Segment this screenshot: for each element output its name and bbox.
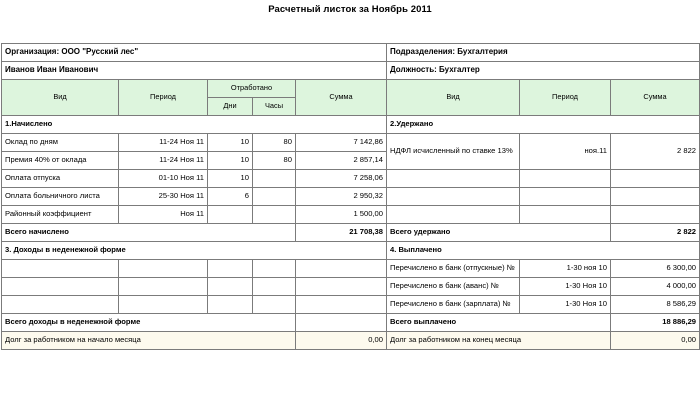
- accrued-total-label: Всего начислено: [2, 224, 296, 242]
- accrued-days: 10: [208, 152, 253, 170]
- withheld-empty-amount: [611, 206, 700, 224]
- accrued-period: 01-10 Ноя 11: [119, 170, 208, 188]
- section-paid-title: 4. Выплачено: [387, 242, 700, 260]
- non-monetary-empty-period: [119, 296, 208, 314]
- paid-amount: 4 000,00: [611, 278, 700, 296]
- paid-amount: 8 586,29: [611, 296, 700, 314]
- accrued-amount: 2 950,32: [296, 188, 387, 206]
- non-monetary-empty-type: [2, 260, 119, 278]
- debt-begin-label: Долг за работником на начало месяца: [2, 332, 296, 350]
- non-monetary-empty-period: [119, 260, 208, 278]
- non-monetary-total-label: Всего доходы в неденежной форме: [2, 314, 296, 332]
- department-label: Подразделения: Бухгалтерия: [387, 44, 700, 62]
- non-monetary-empty-amount: [296, 278, 387, 296]
- page-title: Расчетный листок за Ноябрь 2011: [268, 4, 432, 15]
- col-header-right-period: Период: [520, 80, 611, 116]
- col-header-left-amount: Сумма: [296, 80, 387, 116]
- non-monetary-empty-hours: [253, 260, 296, 278]
- paid-total-label: Всего выплачено: [387, 314, 611, 332]
- non-monetary-total-value: [296, 314, 387, 332]
- withheld-period: ноя.11: [520, 134, 611, 170]
- withheld-total-label: Всего удержано: [387, 224, 611, 242]
- withheld-empty-period: [520, 188, 611, 206]
- col-header-right-type: Вид: [387, 80, 520, 116]
- section-withheld-title: 2.Удержано: [387, 116, 700, 134]
- section-title-row-1-2: [2, 116, 700, 134]
- non-monetary-empty-hours: [253, 278, 296, 296]
- withheld-empty-period: [520, 170, 611, 188]
- table-row: [2, 170, 700, 188]
- col-header-right-amount: Сумма: [611, 80, 700, 116]
- table-row: [2, 260, 700, 278]
- accrued-total-value: 21 708,38: [296, 224, 387, 242]
- withheld-empty-type: [387, 188, 520, 206]
- totals-row-nonmonetary-paid: [2, 314, 700, 332]
- accrued-type: Премия 40% от оклада: [2, 152, 119, 170]
- accrued-period: 11-24 Ноя 11: [119, 152, 208, 170]
- paid-period: 1-30 Ноя 10: [520, 296, 611, 314]
- accrued-type: Оплата отпуска: [2, 170, 119, 188]
- accrued-days: 10: [208, 170, 253, 188]
- accrued-days: 10: [208, 134, 253, 152]
- non-monetary-empty-type: [2, 296, 119, 314]
- withheld-amount: 2 822: [611, 134, 700, 170]
- withheld-empty-type: [387, 206, 520, 224]
- accrued-amount: 2 857,14: [296, 152, 387, 170]
- non-monetary-empty-period: [119, 278, 208, 296]
- col-header-days: Дни: [208, 98, 253, 116]
- table-row: [2, 188, 700, 206]
- section-non-monetary-title: 3. Доходы в неденежной форме: [2, 242, 387, 260]
- withheld-empty-period: [520, 206, 611, 224]
- paid-type: Перечислено в банк (аванс) №: [387, 278, 520, 296]
- accrued-amount: 7 142,86: [296, 134, 387, 152]
- non-monetary-empty-days: [208, 278, 253, 296]
- debt-begin-value: 0,00: [296, 332, 387, 350]
- non-monetary-empty-days: [208, 296, 253, 314]
- accrued-type: Оплата больничного листа: [2, 188, 119, 206]
- col-header-worked: Отработано: [208, 80, 296, 98]
- accrued-hours: 80: [253, 152, 296, 170]
- col-header-hours: Часы: [253, 98, 296, 116]
- accrued-hours: [253, 206, 296, 224]
- organization-label: Организация: ООО "Русский лес": [2, 44, 387, 62]
- employee-name: Иванов Иван Иванович: [2, 62, 387, 80]
- non-monetary-empty-amount: [296, 296, 387, 314]
- col-header-left-period: Период: [119, 80, 208, 116]
- table-row: [2, 134, 700, 152]
- section-title-row-3-4: [2, 242, 700, 260]
- position-label: Должность: Бухгалтер: [387, 62, 700, 80]
- accrued-period: 25-30 Ноя 11: [119, 188, 208, 206]
- accrued-amount: 1 500,00: [296, 206, 387, 224]
- accrued-hours: 80: [253, 134, 296, 152]
- non-monetary-empty-type: [2, 278, 119, 296]
- accrued-hours: [253, 188, 296, 206]
- debt-end-value: 0,00: [611, 332, 700, 350]
- accrued-hours: [253, 170, 296, 188]
- debt-row: [2, 332, 700, 350]
- non-monetary-empty-days: [208, 260, 253, 278]
- accrued-amount: 7 258,06: [296, 170, 387, 188]
- accrued-days: [208, 206, 253, 224]
- payslip-table: [1, 43, 700, 350]
- paid-amount: 6 300,00: [611, 260, 700, 278]
- paid-period: 1-30 Ноя 10: [520, 278, 611, 296]
- info-row-employee: [2, 62, 700, 80]
- table-row: [2, 278, 700, 296]
- withheld-empty-amount: [611, 170, 700, 188]
- paid-period: 1-30 ноя 10: [520, 260, 611, 278]
- debt-end-label: Долг за работником на конец месяца: [387, 332, 611, 350]
- info-row-organization: [2, 44, 700, 62]
- section-accrued-title: 1.Начислено: [2, 116, 387, 134]
- non-monetary-empty-hours: [253, 296, 296, 314]
- table-row: [2, 296, 700, 314]
- paid-type: Перечислено в банк (зарплата) №: [387, 296, 520, 314]
- accrued-period: Ноя 11: [119, 206, 208, 224]
- totals-row-accrued-withheld: [2, 224, 700, 242]
- table-row: [2, 206, 700, 224]
- withheld-type: НДФЛ исчисленный по ставке 13%: [387, 134, 520, 170]
- accrued-type: Районный коэффициент: [2, 206, 119, 224]
- paid-type: Перечислено в банк (отпускные) №: [387, 260, 520, 278]
- withheld-total-value: 2 822: [611, 224, 700, 242]
- non-monetary-empty-amount: [296, 260, 387, 278]
- header-row-top: [2, 80, 700, 98]
- accrued-period: 11-24 Ноя 11: [119, 134, 208, 152]
- withheld-empty-type: [387, 170, 520, 188]
- accrued-type: Оклад по дням: [2, 134, 119, 152]
- col-header-left-type: Вид: [2, 80, 119, 116]
- accrued-days: 6: [208, 188, 253, 206]
- withheld-empty-amount: [611, 188, 700, 206]
- paid-total-value: 18 886,29: [611, 314, 700, 332]
